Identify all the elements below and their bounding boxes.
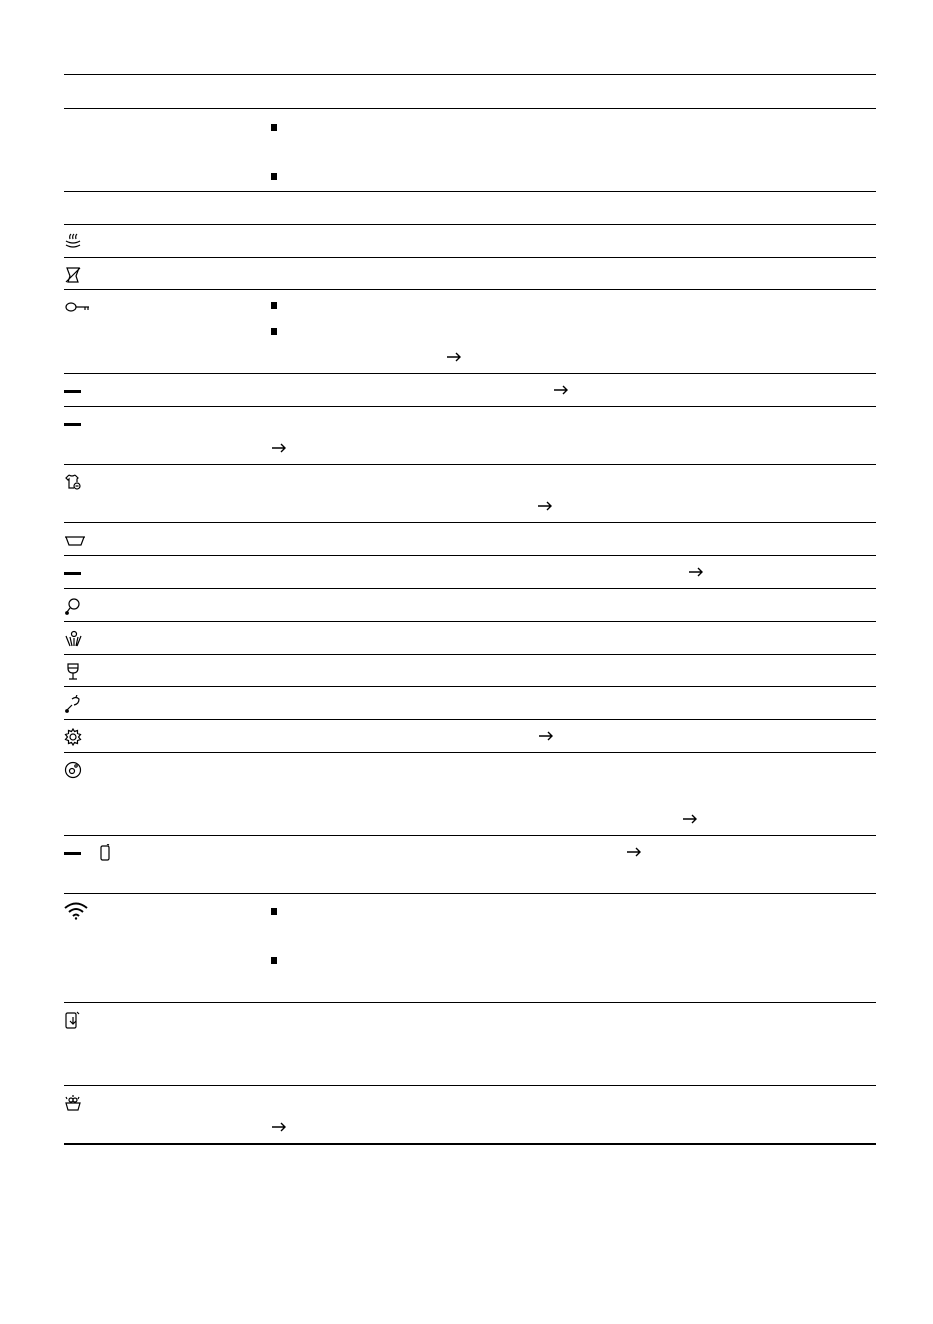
icon-cell [64,844,114,862]
dash-icon [64,844,82,862]
hygiene-icon [64,630,82,648]
icon-cell [64,597,82,615]
remote-start-icon [64,1011,82,1029]
icon-cell [64,298,90,316]
icon-cell [64,564,82,582]
table-row [64,621,876,654]
arrow-icon [688,565,704,579]
phone-icon [96,844,114,862]
gear-icon [64,728,82,746]
bullet-marker [271,302,277,309]
rinse-icon [64,597,82,615]
icon-cell [64,473,82,491]
arrow-icon [271,441,287,455]
shirt-icon [64,473,82,491]
child-lock-key-icon [64,298,90,316]
table-row [64,588,876,621]
table-header-row [64,74,876,108]
arrow-icon [446,350,462,364]
table-row [64,373,876,406]
table-row [64,257,876,289]
table-row [64,835,876,893]
dash-icon [64,564,82,582]
icon-cell [64,233,82,251]
bullet-marker [271,124,277,131]
icon-cell [64,663,82,681]
arrow-icon [537,499,553,513]
icon-cell [64,761,82,779]
basket-icon [64,1094,82,1112]
icon-cell [64,266,82,284]
bullet-marker [271,908,277,915]
icon-cell [64,728,82,746]
wrinkle-icon [64,695,82,713]
table-row [64,224,876,257]
table-row [64,1085,876,1145]
table-row [64,893,876,1002]
table-row [64,719,876,752]
arrow-icon [626,845,642,859]
wine-glass-icon [64,663,82,681]
arrow-icon [538,729,554,743]
table-row [64,654,876,686]
steam-icon [64,233,82,251]
icon-cell [64,695,82,713]
icon-cell [64,382,82,400]
arrow-icon [682,812,698,826]
icon-cell [64,1011,82,1029]
table-row [64,108,876,191]
table-row [64,1002,876,1085]
table-row [64,686,876,719]
table-row [64,522,876,555]
table-row [64,191,876,224]
dash-icon [64,415,82,433]
wifi-icon [64,902,88,920]
icon-cell [64,630,82,648]
arrow-icon [553,383,569,397]
table-row [64,555,876,588]
icon-cell [64,902,88,920]
table-row [64,752,876,835]
table-row [64,406,876,464]
dash-icon [64,382,82,400]
tub-icon [64,531,86,549]
icon-cell [64,1094,82,1112]
bullet-marker [271,957,277,964]
arrow-icon [271,1120,287,1134]
icon-cell [64,415,82,433]
bullet-marker [271,173,277,180]
table-row [64,289,876,373]
table-row [64,464,876,522]
icon-cell [64,531,86,549]
drum-icon [64,761,82,779]
bullet-marker [271,328,277,335]
machine-care-icon [64,266,82,284]
symbols-table [64,74,876,1145]
